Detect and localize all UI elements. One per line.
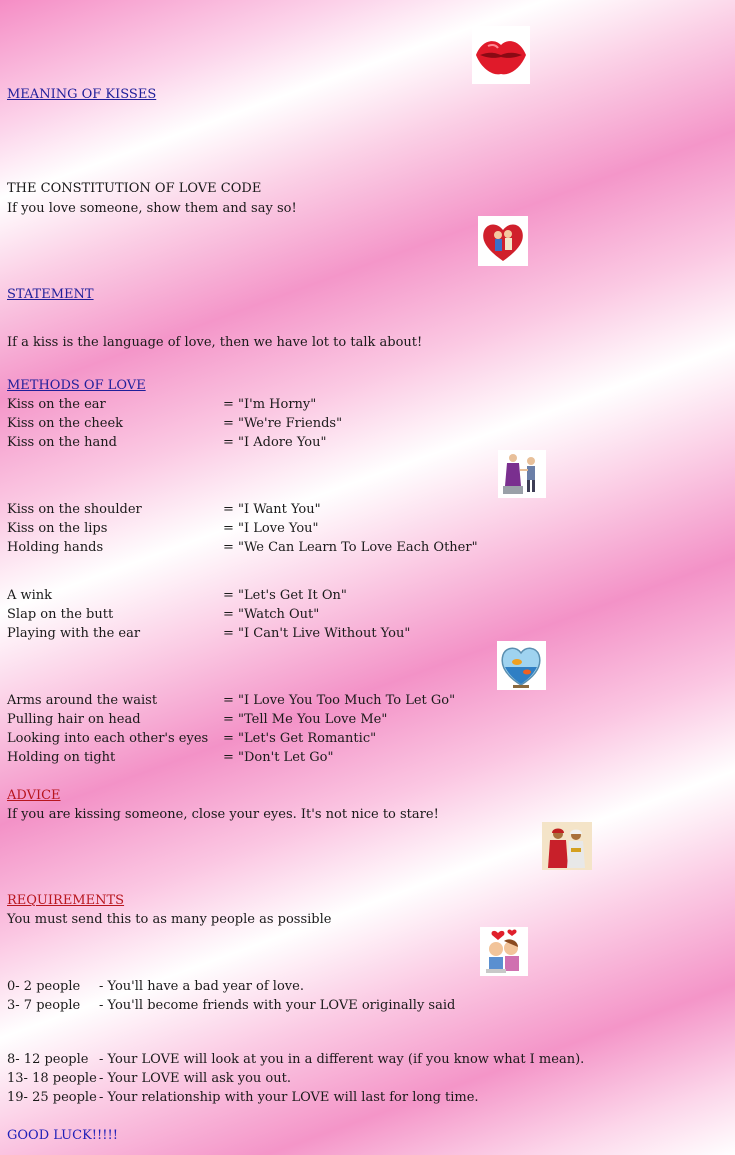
outcome-result: - Your LOVE will look at you in a different way (if you know what I mean). bbox=[99, 1052, 585, 1067]
method-action: Arms around the waist bbox=[7, 693, 158, 708]
method-meaning: = "I Can't Live Without You" bbox=[223, 626, 411, 641]
method-action: Kiss on the hand bbox=[7, 435, 117, 450]
method-meaning: = "Tell Me You Love Me" bbox=[223, 712, 388, 727]
method-action: Playing with the ear bbox=[7, 626, 141, 641]
kissing-cartoon-icon bbox=[480, 927, 528, 976]
method-action: Pulling hair on head bbox=[7, 712, 141, 727]
outcome-result: - Your relationship with your LOVE will last for long time. bbox=[99, 1090, 479, 1105]
requirements-text: You must send this to as many people as possible bbox=[7, 912, 332, 927]
outcome-range: 13- 18 people bbox=[7, 1071, 97, 1086]
outcome-range: 3- 7 people bbox=[7, 998, 81, 1013]
constitution-text: If you love someone, show them and say so! bbox=[7, 201, 297, 216]
couple-statue-icon bbox=[498, 450, 546, 498]
method-meaning: = "We're Friends" bbox=[223, 416, 343, 431]
method-action: Holding hands bbox=[7, 540, 104, 555]
method-action: Kiss on the ear bbox=[7, 397, 106, 412]
wedding-couple-icon bbox=[542, 822, 592, 870]
method-meaning: = "Let's Get It On" bbox=[223, 588, 347, 603]
statement-heading[interactable]: STATEMENT bbox=[7, 287, 94, 302]
method-meaning: = "I Want You" bbox=[223, 502, 321, 517]
outcome-result: - You'll have a bad year of love. bbox=[99, 979, 304, 994]
constitution-heading: THE CONSTITUTION OF LOVE CODE bbox=[7, 181, 262, 196]
advice-heading[interactable]: ADVICE bbox=[7, 788, 61, 803]
method-meaning: = "I'm Horny" bbox=[223, 397, 317, 412]
statement-text: If a kiss is the language of love, then we have lot to talk about! bbox=[7, 335, 423, 350]
fishbowl-heart-icon bbox=[497, 641, 546, 690]
method-action: Kiss on the lips bbox=[7, 521, 108, 536]
method-meaning: = "I Adore You" bbox=[223, 435, 327, 450]
method-meaning: = "Let's Get Romantic" bbox=[223, 731, 377, 746]
method-action: Slap on the butt bbox=[7, 607, 114, 622]
meaning-heading[interactable]: MEANING OF KISSES bbox=[7, 87, 157, 102]
lips-icon bbox=[472, 26, 530, 84]
outcome-range: 0- 2 people bbox=[7, 979, 81, 994]
outcome-range: 8- 12 people bbox=[7, 1052, 89, 1067]
method-meaning: = "Don't Let Go" bbox=[223, 750, 334, 765]
outcome-result: - You'll become friends with your LOVE originally said bbox=[99, 998, 456, 1013]
heart-couple-icon bbox=[478, 216, 528, 266]
outcome-range: 19- 25 people bbox=[7, 1090, 97, 1105]
method-meaning: = "I Love You Too Much To Let Go" bbox=[223, 693, 456, 708]
outcome-result: - Your LOVE will ask you out. bbox=[99, 1071, 291, 1086]
method-meaning: = "We Can Learn To Love Each Other" bbox=[223, 540, 478, 555]
method-meaning: = "Watch Out" bbox=[223, 607, 320, 622]
requirements-heading[interactable]: REQUIREMENTS bbox=[7, 893, 125, 908]
methods-heading[interactable]: METHODS OF LOVE bbox=[7, 378, 146, 393]
advice-text: If you are kissing someone, close your eyes. It's not nice to stare! bbox=[7, 807, 439, 822]
method-action: Kiss on the cheek bbox=[7, 416, 124, 431]
method-action: Holding on tight bbox=[7, 750, 116, 765]
method-action: Kiss on the shoulder bbox=[7, 502, 142, 517]
method-action: A wink bbox=[7, 588, 53, 603]
method-action: Looking into each other's eyes bbox=[7, 731, 209, 746]
good-luck-text: GOOD LUCK!!!!! bbox=[7, 1128, 118, 1143]
method-meaning: = "I Love You" bbox=[223, 521, 319, 536]
